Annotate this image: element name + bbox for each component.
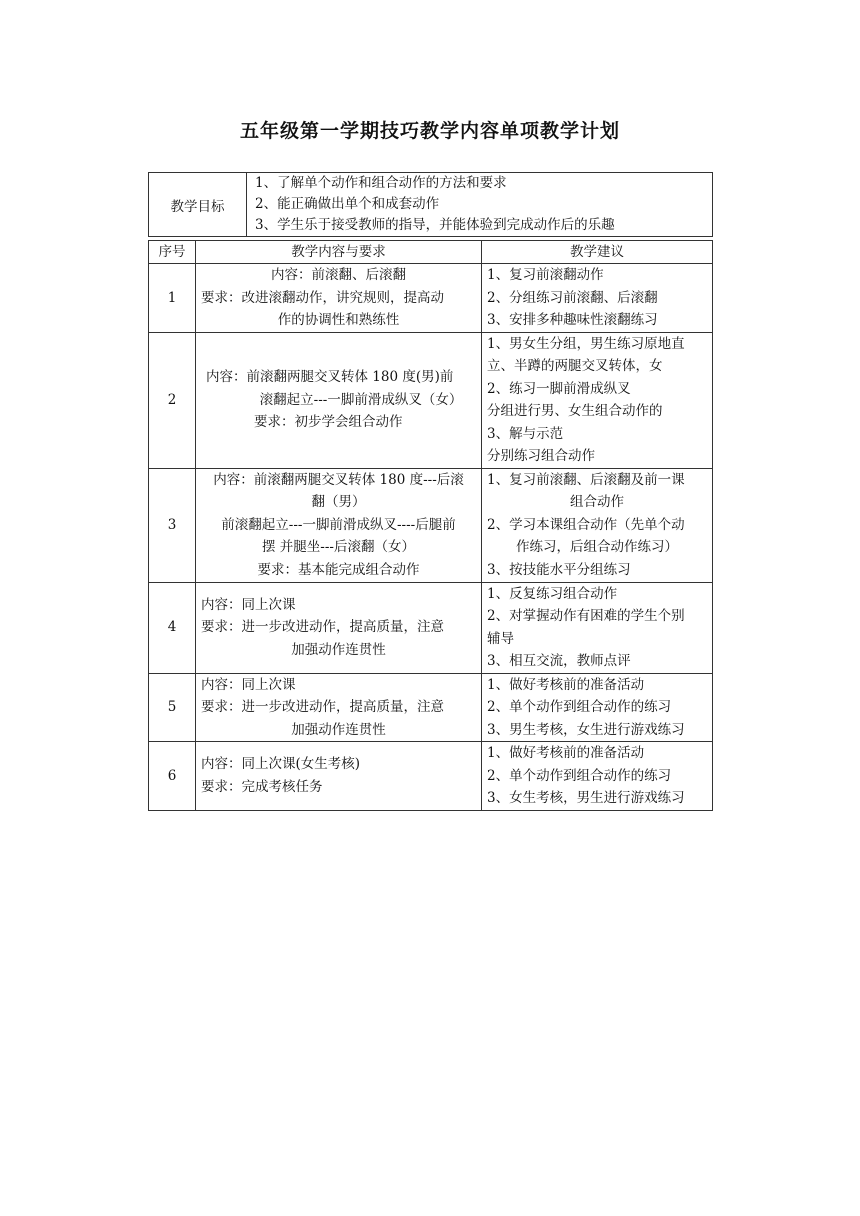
row-content	[196, 468, 482, 582]
content-line: 内容：前滚翻、后滚翻	[271, 267, 406, 283]
page-title: 五年级第一学期技巧教学内容单项教学计划	[239, 120, 620, 142]
content-line: 内容：同上次课	[201, 676, 296, 693]
row-content	[196, 673, 482, 742]
header-no: 序号	[149, 241, 196, 264]
content-line: 加强动作连贯性	[291, 641, 386, 658]
content-line: 摆 并腿坐---后滚翻（女）	[262, 539, 415, 556]
content-line: 内容：同上次课	[201, 596, 296, 613]
content-line: 要求：完成考核任务	[201, 778, 323, 795]
table-row	[149, 264, 713, 333]
advice-line: 组合动作	[570, 494, 624, 511]
content-line: 滚翻起立---一脚前滑成纵叉（女）	[259, 391, 463, 408]
advice-line: 2、单个动作到组合动作的练习	[487, 767, 672, 784]
table-row	[149, 468, 713, 582]
content-line: 内容：前滚翻两腿交叉转体 180 度---后滚	[213, 471, 464, 488]
lesson-plan-table	[148, 240, 713, 811]
content-line: 作的协调性和熟练性	[277, 312, 400, 328]
table-row	[149, 742, 713, 811]
content-line: 加强动作连贯性	[291, 721, 386, 738]
advice-line: 3、男生考核，女生进行游戏练习	[487, 721, 685, 738]
content-line: 内容：前滚翻两腿交叉转体 180 度(男)前	[206, 369, 454, 386]
teaching-goals-table	[148, 172, 713, 237]
advice-line: 1、复习前滚翻、后滚翻及前一课	[487, 471, 685, 488]
advice-line: 3、安排多种趣味性滚翻练习	[487, 312, 658, 328]
advice-line: 作练习，后组合动作练习）	[516, 539, 678, 556]
goal-item: 3、学生乐于接受教师的指导，并能体验到完成动作后的乐趣	[247, 215, 713, 237]
row-content	[196, 264, 482, 333]
goal-item: 1、了解单个动作和组合动作的方法和要求	[247, 173, 713, 195]
table-row	[149, 332, 713, 468]
header-content: 教学内容与要求	[196, 241, 482, 264]
advice-line: 3、按技能水平分组练习	[487, 561, 631, 578]
content-line: 内容：同上次课(女生考核)	[201, 756, 361, 773]
advice-line: 2、学习本课组合动作（先单个动	[487, 516, 685, 533]
content-line: 要求：初步学会组合动作	[254, 414, 403, 431]
content-line: 要求：进一步改进动作，提高质量，注意	[201, 699, 444, 715]
advice-line: 3、解与示范	[487, 425, 564, 442]
row-advice	[482, 264, 713, 333]
row-content	[196, 742, 482, 811]
advice-line: 1、做好考核前的准备活动	[487, 676, 645, 693]
content-line: 要求：改进滚翻动作，讲究规则，提高动	[201, 289, 444, 306]
goal-item: 2、能正确做出单个和成套动作	[247, 194, 713, 215]
advice-line: 2、单个动作到组合动作的练习	[487, 699, 672, 715]
row-advice	[482, 582, 713, 673]
row-number: 6	[149, 742, 196, 811]
row-advice	[482, 742, 713, 811]
advice-line: 辅导	[487, 630, 514, 647]
advice-line: 1、复习前滚翻动作	[487, 267, 604, 283]
content-line: 前滚翻起立---一脚前滑成纵叉----后腿前	[221, 516, 456, 533]
header-advice: 教学建议	[482, 241, 713, 264]
advice-line: 3、相互交流，教师点评	[487, 653, 631, 669]
row-advice	[482, 332, 713, 468]
row-content	[196, 582, 482, 673]
advice-line: 1、反复练习组合动作	[487, 585, 618, 602]
row-number: 3	[149, 468, 196, 582]
advice-line: 1、男女生分组，男生练习原地直	[487, 335, 685, 352]
advice-line: 1、做好考核前的准备活动	[487, 745, 645, 761]
row-advice	[482, 468, 713, 582]
table-header-row	[149, 241, 713, 264]
row-number: 1	[149, 264, 196, 333]
row-number: 2	[149, 332, 196, 468]
row-number: 5	[149, 673, 196, 742]
goals-label: 教学目标	[149, 173, 247, 237]
advice-line: 2、分组练习前滚翻、后滚翻	[487, 289, 658, 306]
table-row	[149, 582, 713, 673]
row-number: 4	[149, 582, 196, 673]
advice-line: 2、对掌握动作有困难的学生个别	[487, 608, 685, 624]
advice-line: 分别练习组合动作	[487, 448, 595, 464]
row-content	[196, 332, 482, 468]
content-line: 要求：基本能完成组合动作	[257, 561, 420, 578]
advice-line: 分组进行男、女生组合动作的	[487, 403, 663, 419]
advice-line: 2、练习一脚前滑成纵叉	[487, 380, 631, 397]
content-line: 要求：进一步改进动作，提高质量，注意	[201, 619, 444, 636]
advice-line: 立、半蹲的两腿交叉转体，女	[487, 358, 663, 374]
content-line: 翻（男）	[311, 494, 366, 511]
row-advice	[482, 673, 713, 742]
table-row	[149, 673, 713, 742]
advice-line: 3、女生考核，男生进行游戏练习	[487, 790, 685, 806]
